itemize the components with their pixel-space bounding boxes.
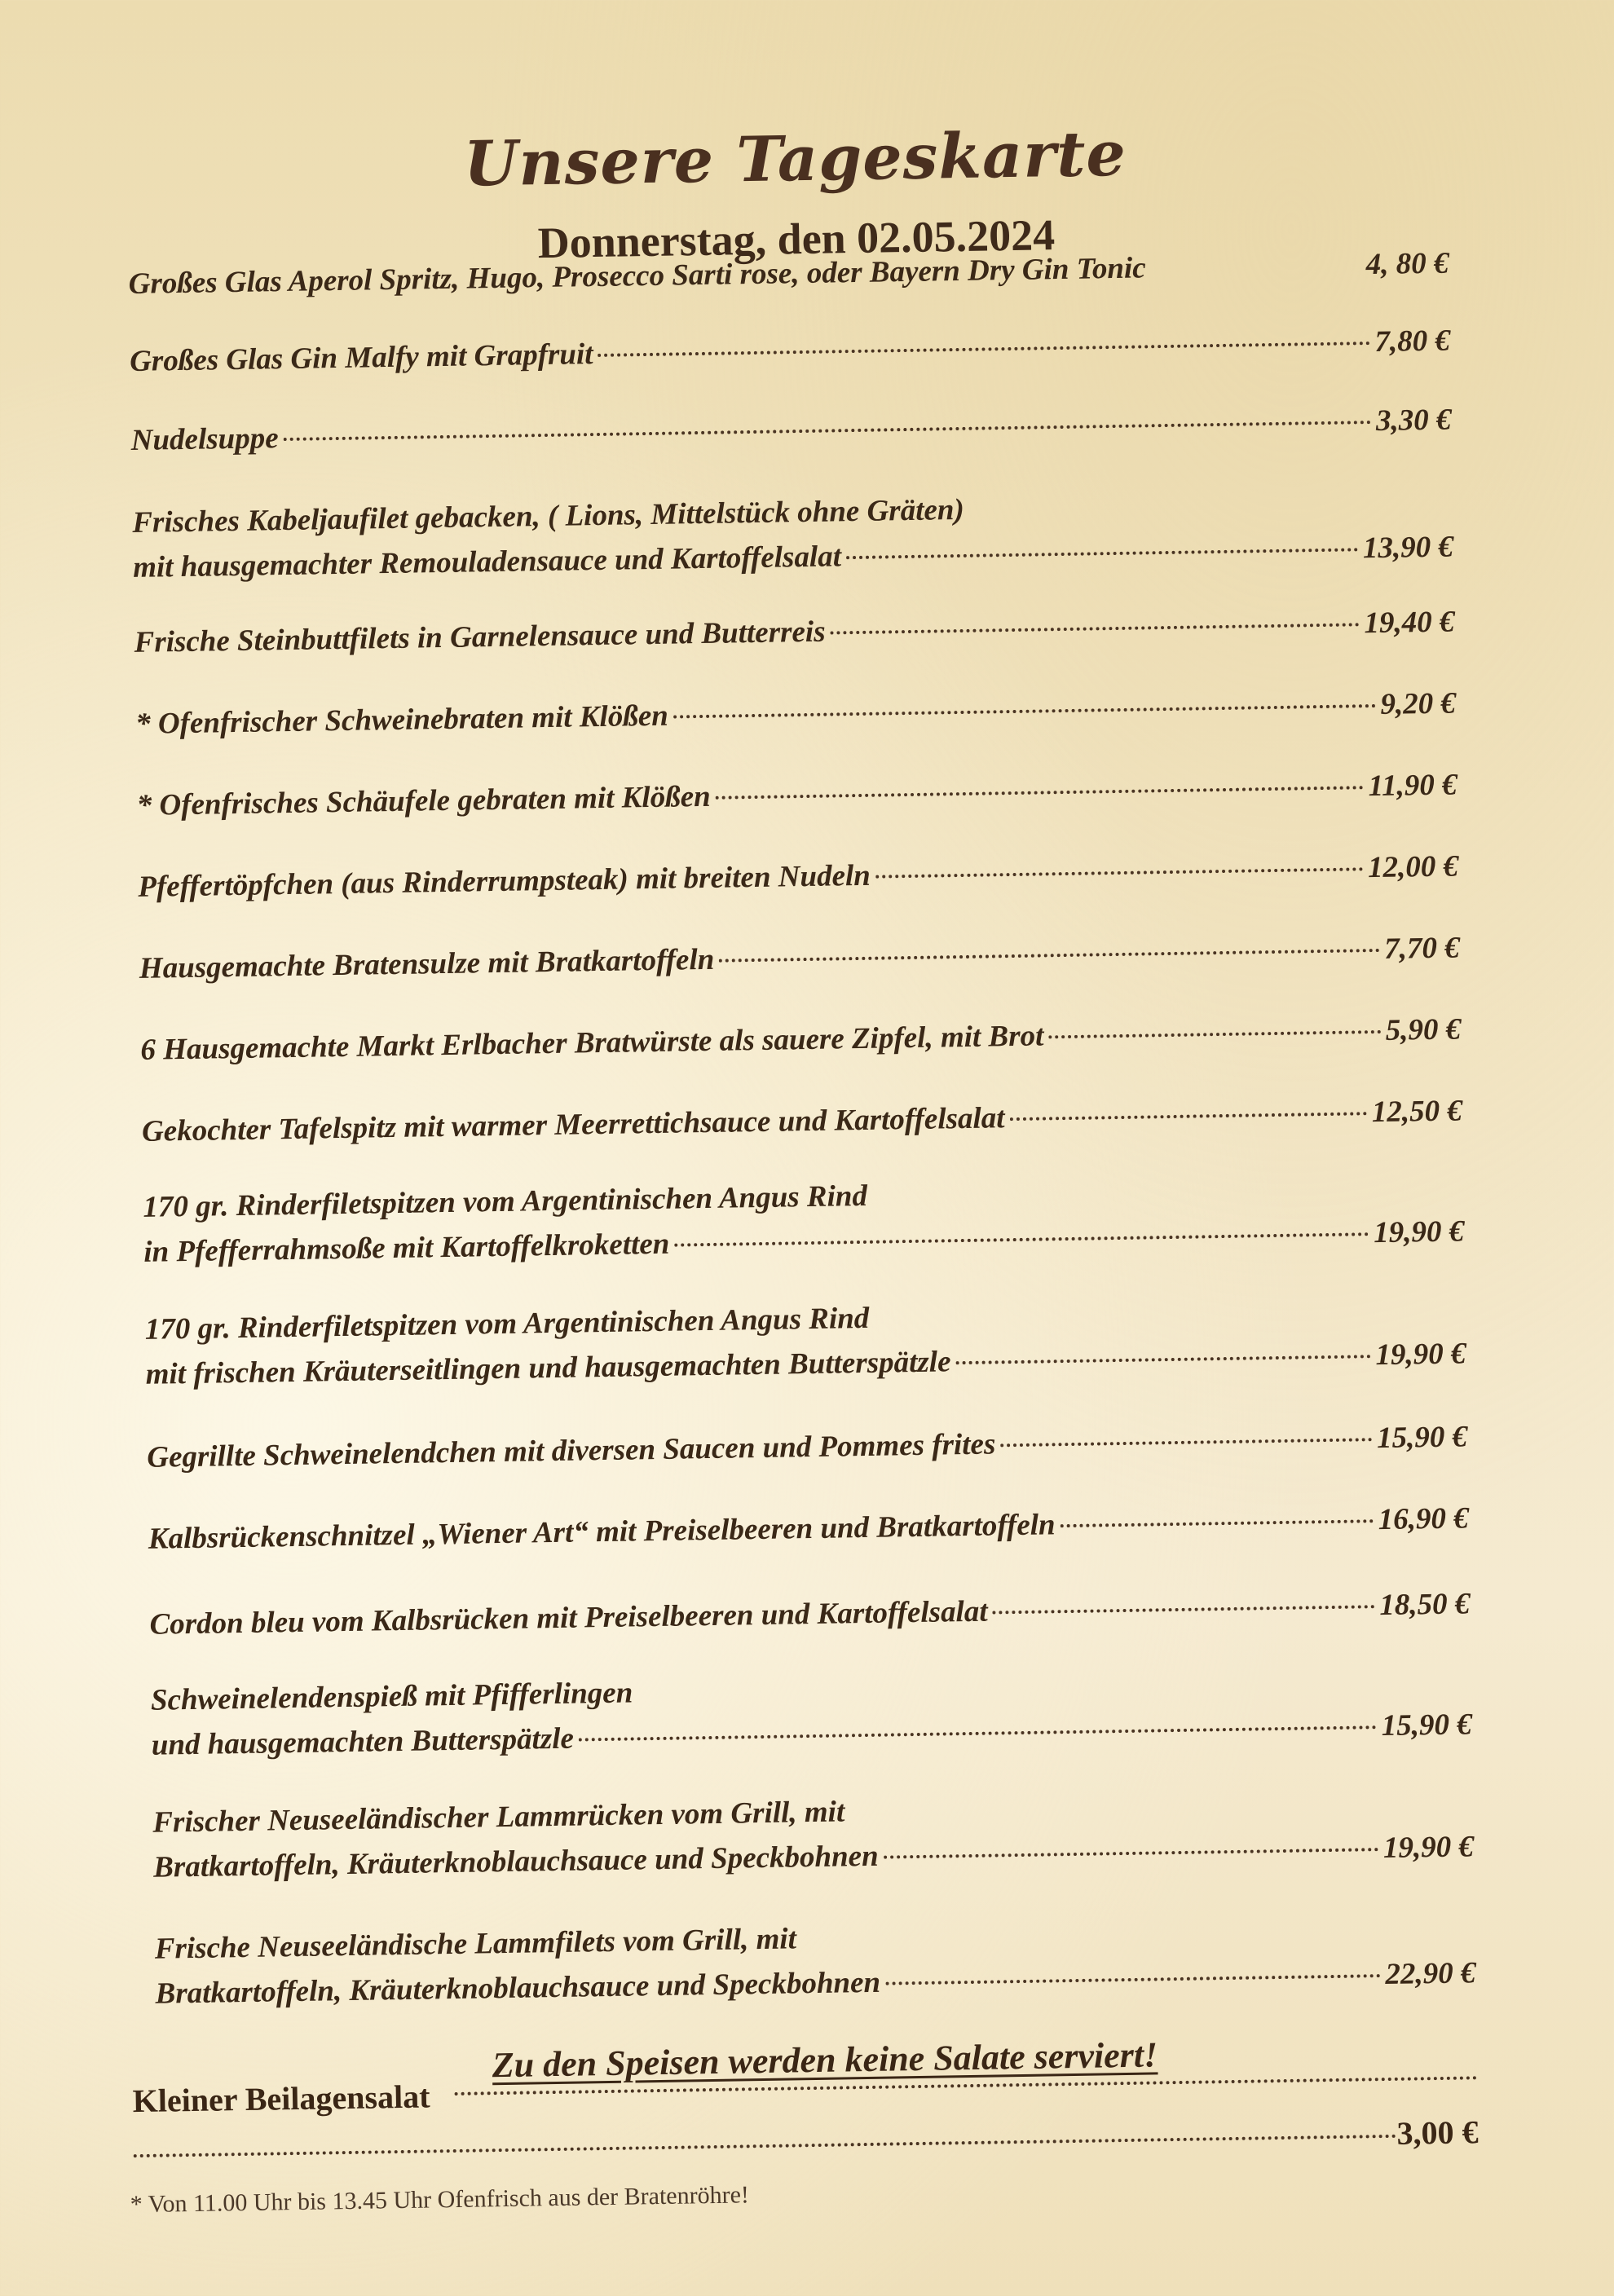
menu-item-price: 15,90 € [1376, 1420, 1468, 1456]
menu-item-row [130, 316, 1451, 381]
menu-item-text: und hausgemachten Butterspätzle [151, 1721, 575, 1762]
menu-item [147, 1412, 1468, 1477]
menu-item [149, 1579, 1471, 1644]
leader-dots [133, 2120, 1396, 2164]
menu-item-text: 170 gr. Rinderfiletspitzen vom Argentinischen Angus Rind [143, 1179, 868, 1224]
side-salad-price: 3,00 € [1396, 2113, 1479, 2152]
menu-item-row [148, 1493, 1469, 1558]
menu-item-text: Schweinelendenspieß mit Pfifferlingen [150, 1676, 633, 1717]
menu-item-price: 16,90 € [1378, 1501, 1469, 1537]
leader-dots [992, 1580, 1374, 1620]
leader-dots [875, 843, 1363, 884]
menu-item-text: Cordon bleu vom Kalbsrücken mit Preiselbeeren und Kartoffelsalat [149, 1594, 988, 1642]
menu-item-text: Gegrillte Schweinelendchen mit diversen Saucen und Pommes frites [146, 1427, 996, 1474]
footnote: * Von 11.00 Uhr bis 13.45 Uhr Ofenfrisch aus der Bratenröhre! [130, 2181, 750, 2219]
menu-item [130, 316, 1451, 381]
leader-dots [955, 1330, 1371, 1371]
menu-item-row [142, 1086, 1463, 1151]
menu-item [152, 1783, 1474, 1887]
menu-item-price: 12,00 € [1367, 849, 1459, 885]
menu-item [136, 760, 1457, 825]
leader-dots [1009, 1087, 1367, 1127]
menu-item-text: 170 gr. Rinderfiletspitzen vom Argentinischen Angus Rind [144, 1301, 870, 1346]
leader-dots [883, 1823, 1378, 1866]
menu-item-text: Großes Glas Aperol Spritz, Hugo, Prosecco Sarti rose, oder Bayern Dry Gin Tonic [128, 251, 1146, 301]
leader-dots [283, 396, 1371, 447]
menu-item-price: 19,90 € [1373, 1214, 1465, 1250]
menu-item [130, 395, 1452, 461]
menu-date: Donnerstag, den 02.05.2024 [537, 210, 1056, 268]
menu-item-row [149, 1579, 1471, 1644]
menu-item-text: Kalbsrückenschnitzel „Wiener Art“ mit Preiselbeeren und Bratkartoffeln [148, 1508, 1056, 1556]
menu-item-price: 19,90 € [1375, 1337, 1466, 1373]
menu-item-text: mit frischen Kräuterseitlingen und hausgemachten Butterspätzle [145, 1345, 951, 1391]
menu-item-price: 11,90 € [1368, 768, 1457, 804]
menu-item-row [140, 1004, 1462, 1069]
menu-item-text: Frische Steinbuttfilets in Garnelensauce und Butterreis [134, 615, 826, 659]
menu-item-price: 5,90 € [1385, 1012, 1462, 1047]
menu-item-text: Frisches Kabeljaufilet gebacken, ( Lions, Mittelstück ohne Gräten) [131, 492, 965, 540]
menu-item-price: 19,40 € [1364, 605, 1455, 641]
menu-item-price: 3,30 € [1375, 403, 1452, 438]
menu-item [151, 1660, 1472, 1765]
menu-item-text: Großes Glas Gin Malfy mit Grapfruit [129, 337, 593, 378]
menu-item-row [147, 1412, 1468, 1477]
menu-item-price: 18,50 € [1379, 1587, 1471, 1623]
leader-dots [1150, 240, 1361, 277]
menu-item [138, 841, 1459, 906]
menu-item-price: 12,50 € [1371, 1094, 1463, 1130]
menu-item-text: mit hausgemachter Remouladensauce und Kartoffelsalat [132, 540, 842, 584]
leader-dots [1000, 1413, 1372, 1453]
menu-item-price: 4, 80 € [1365, 246, 1449, 282]
menu-item [139, 923, 1460, 988]
menu-item-text: Gekochter Tafelspitz mit warmer Meerrettichsauce und Kartoffelsalat [141, 1101, 1005, 1148]
page-title: Unsere Tageskarte [463, 117, 1127, 201]
menu-item-row [135, 678, 1457, 743]
menu-item-text: Hausgemachte Bratensulze mit Bratkartoffeln [139, 942, 715, 985]
menu-item-price: 19,90 € [1382, 1830, 1475, 1866]
menu-item [144, 1289, 1466, 1394]
menu-item-text: Nudelsuppe [130, 421, 279, 457]
leader-dots [1048, 1006, 1381, 1045]
leader-dots [672, 680, 1375, 725]
menu-item-row [138, 841, 1459, 906]
menu-item-price: 15,90 € [1381, 1708, 1472, 1743]
leader-dots [885, 1950, 1381, 1992]
menu-item-text: Bratkartoffeln, Kräuterknoblauchsauce und Speckbohnen [155, 1965, 881, 2011]
menu-item-text: 6 Hausgemachte Markt Erlbacher Bratwürste als sauere Zipfel, mit Brot [140, 1019, 1044, 1067]
leader-dots [1060, 1495, 1374, 1534]
salad-notice-text: Zu den Speisen werden keine Salate serviert! [492, 2034, 1158, 2086]
menu-item [134, 597, 1455, 662]
leader-dots [598, 317, 1370, 364]
leader-dots [715, 761, 1364, 805]
menu-item-text: Bratkartoffeln, Kräuterknoblauchsauce und Speckbohnen [152, 1839, 879, 1884]
menu-item-text: * Ofenfrischer Schweinebraten mit Klößen [134, 698, 669, 741]
menu-item-text: Frischer Neuseeländischer Lammrücken vom Grill, mit [152, 1795, 845, 1840]
side-salad-label: Kleiner Beilagensalat [132, 2078, 430, 2120]
menu-item [148, 1493, 1469, 1558]
menu-item-text: in Pfefferrahmsoße mit Kartoffelkroketten [143, 1227, 670, 1269]
leader-dots [719, 924, 1380, 969]
leader-dots [845, 523, 1358, 566]
menu-item-row [139, 923, 1460, 988]
menu-item [154, 1909, 1475, 2013]
menu-item [143, 1167, 1464, 1271]
leader-dots [830, 598, 1360, 641]
menu-item-price: 13,90 € [1362, 530, 1454, 566]
menu-item-row [130, 395, 1452, 461]
menu-item-text: Pfeffertöpfchen (aus Rinderrumpsteak) mit breiten Nudeln [137, 858, 871, 904]
menu-item [142, 1086, 1463, 1151]
menu-item-price: 7,70 € [1383, 931, 1460, 966]
menu-item [135, 678, 1457, 743]
menu-item-price: 7,80 € [1374, 324, 1451, 359]
menu-item [140, 1004, 1462, 1069]
menu-item-row [134, 597, 1455, 662]
menu-item-row [136, 760, 1457, 825]
menu-item-text: Frische Neuseeländische Lammfilets vom Grill, mit [154, 1922, 797, 1966]
menu-item-text: * Ofenfrisches Schäufele gebraten mit Klößen [136, 779, 711, 822]
menu-item [132, 483, 1453, 587]
menu-item-price: 9,20 € [1380, 686, 1457, 721]
menu-item-price: 22,90 € [1385, 1956, 1476, 1992]
